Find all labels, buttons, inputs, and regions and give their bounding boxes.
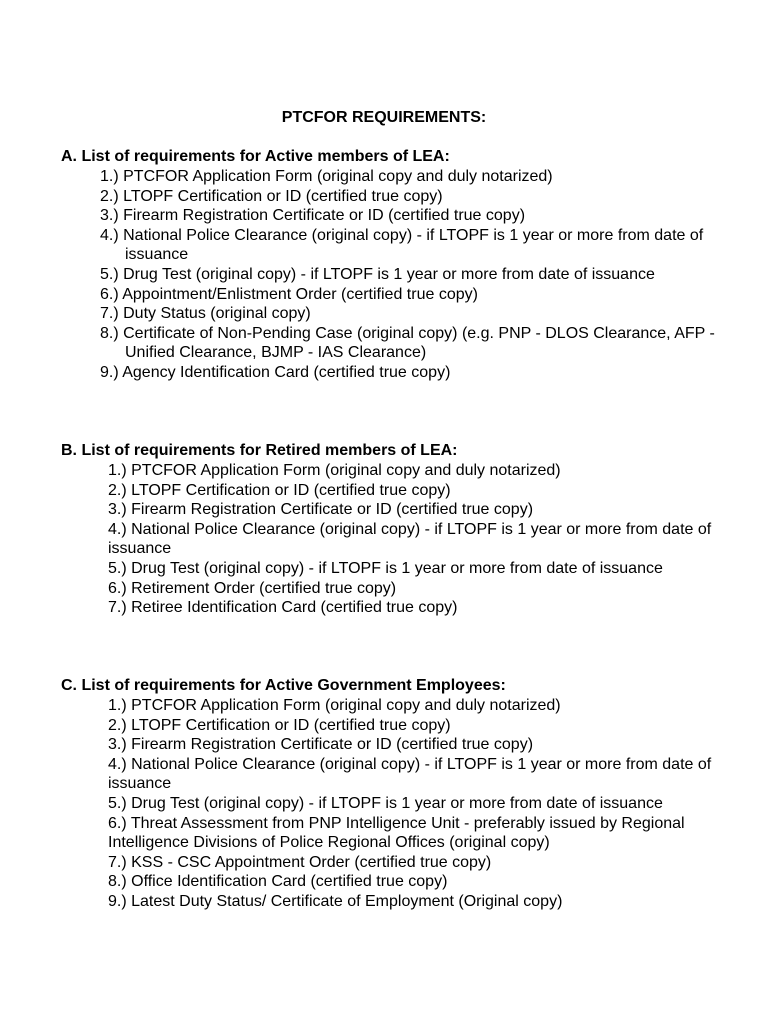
list-item: 4.) National Police Clearance (original copy) - if LTOPF is 1 year or more from date of issuance — [100, 226, 704, 264]
list-item: 7.) Retiree Identification Card (certified true copy) — [108, 599, 458, 617]
section-government-employees — [61, 676, 721, 912]
requirements-list — [61, 167, 721, 383]
list-item: 4.) National Police Clearance (original copy) - if LTOPF is 1 year or more from date of issuance — [108, 755, 712, 793]
list-item: 3.) Firearm Registration Certificate or ID (certified true copy) — [108, 501, 534, 519]
list-item: 5.) Drug Test (original copy) - if LTOPF is 1 year or more from date of issuance — [100, 265, 655, 283]
list-item: 3.) Firearm Registration Certificate or ID (certified true copy) — [100, 207, 526, 225]
section-heading: B. List of requirements for Retired members of LEA: — [61, 442, 458, 459]
page-title: PTCFOR REQUIREMENTS: — [281, 109, 487, 126]
list-item: 8.) Office Identification Card (certified true copy) — [108, 873, 448, 891]
list-item: 1.) PTCFOR Application Form (original copy and duly notarized) — [100, 168, 553, 185]
list-item: 8.) Certificate of Non-Pending Case (original copy) (e.g. PNP - DLOS Clearance, AFP - Unified Clearance, BJMP - IAS Clearance) — [100, 324, 715, 362]
list-item: 4.) National Police Clearance (original copy) - if LTOPF is 1 year or more from date of issuance — [108, 520, 712, 558]
list-item: 6.) Retirement Order (certified true copy) — [108, 579, 397, 597]
list-item: 7.) KSS - CSC Appointment Order (certified true copy) — [108, 853, 492, 871]
requirements-list — [61, 696, 721, 912]
list-item: 7.) Duty Status (original copy) — [100, 305, 311, 323]
list-item: 9.) Latest Duty Status/ Certificate of Employment (Original copy) — [108, 892, 563, 910]
section-heading: C. List of requirements for Active Government Employees: — [61, 677, 506, 694]
list-item: 5.) Drug Test (original copy) - if LTOPF is 1 year or more from date of issuance — [108, 794, 663, 812]
list-item: 2.) LTOPF Certification or ID (certified true copy) — [108, 481, 451, 499]
section-active-lea — [61, 147, 721, 383]
list-item: 2.) LTOPF Certification or ID (certified true copy) — [100, 187, 443, 205]
list-item: 1.) PTCFOR Application Form (original copy and duly notarized) — [108, 462, 561, 479]
section-retired-lea — [61, 441, 721, 618]
list-item: 6.) Appointment/Enlistment Order (certified true copy) — [100, 285, 478, 303]
list-item: 5.) Drug Test (original copy) - if LTOPF is 1 year or more from date of issuance — [108, 559, 663, 577]
list-item: 9.) Agency Identification Card (certified true copy) — [100, 363, 451, 381]
list-item: 2.) LTOPF Certification or ID (certified true copy) — [108, 716, 451, 734]
list-item: 1.) PTCFOR Application Form (original copy and duly notarized) — [108, 697, 561, 714]
requirements-list — [61, 461, 721, 618]
section-heading: A. List of requirements for Active members of LEA: — [61, 148, 450, 165]
list-item: 3.) Firearm Registration Certificate or ID (certified true copy) — [108, 736, 534, 754]
list-item: 6.) Threat Assessment from PNP Intelligence Unit - preferably issued by Regional Intelligence Divisions of Police Regional Offices (original copy) — [108, 814, 685, 852]
